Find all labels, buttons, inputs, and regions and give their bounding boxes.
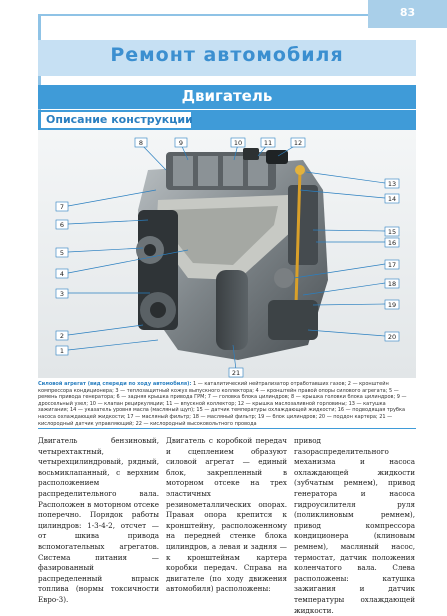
body-column-2: Двигатель с коробкой передач и сцеплением образуют силовой агрегат — единый блок, закрепленный в моторном отсеке на трех эластичных резинометаллических опорах. Правая опора крепится к кронштейну, расположенному на передней стенке блока цилиндров, а левая и задняя — к кронштейнам картера коробки передач. Справа на двигателе (по ходу движения автомобиля) расположены: xyxy=(166,436,287,594)
callout-2: 2 xyxy=(59,332,65,340)
callout-3: 3 xyxy=(59,290,65,298)
cylinder-block xyxy=(288,185,318,265)
callout-6: 6 xyxy=(59,221,65,229)
engine-photo xyxy=(38,130,416,378)
top-rule xyxy=(38,14,368,16)
caption-divider xyxy=(38,428,416,429)
callout-7: 7 xyxy=(59,203,65,211)
body-column-3: привод газораспределительного механизма и насоса охлаждающей жидкости (зубчатым ремнем), привод генератора и насоса гидроусилителя руля (поликлиновым ремнем), привод компрессора кондиционера (клиновым ремнем), масляный насос, термостат, датчик положения коленчатого вала. Слева расположены: катушка зажигания и датчик температуры охлаждающей жидкости. xyxy=(294,436,415,615)
oil-pan xyxy=(268,300,318,340)
callout-18: 18 xyxy=(387,280,397,288)
engine-drawing xyxy=(136,148,328,360)
section-title: Ремонт автомобиля xyxy=(110,44,344,66)
body-column-1: Двигатель бензиновый, четырехтактный, четырехцилиндровый, рядный, восьмиклапанный, с верхним расположением распределительного вала. Расположен в моторном отсеке поперечно. Порядок работы цилиндров: 1-3-4-2, отсчет — от шкива привода вспомогательных агрегатов. Система питания — фазированный распределенный впрыск топлива (нормы токсичности Евро-3). xyxy=(38,436,159,604)
subsection-title: Описание конструкции xyxy=(46,113,193,126)
callout-20: 20 xyxy=(387,333,397,341)
callout-4: 4 xyxy=(59,270,65,278)
callout-17: 17 xyxy=(387,261,397,269)
callout-11: 11 xyxy=(263,139,273,147)
chapter-title: Двигатель xyxy=(181,87,273,105)
callout-15: 15 xyxy=(387,228,397,236)
figure-caption xyxy=(38,381,416,427)
callout-14: 14 xyxy=(387,195,397,203)
callout-19: 19 xyxy=(387,301,397,309)
callout-16: 16 xyxy=(387,239,397,247)
catalytic-converter xyxy=(216,270,248,350)
oil-filter xyxy=(274,268,294,288)
callout-10: 10 xyxy=(233,139,243,147)
caption-lead: Силовой агрегат (вид спереди по ходу автомобиля): xyxy=(38,381,192,387)
callout-13: 13 xyxy=(387,180,397,188)
caption-text: 1 — каталитический нейтрализатор отработавших газов; 2 — кронштейн компрессора кондиционера; 3 — теплозащитный кожух выпускного коллектора; 4 — кронштейн правой опоры силового агрегата; 5 — ремень привода генератора; 6 — задняя крышка привода ГРМ; 7 — головка блока цилиндров; 8 — крышка головки блока цилиндров; 9 — дроссельный узел; 10 — клапан рециркуляции; 11 — впускной коллектор; 12 — крышка маслозаливной горловины; 13 — катушка зажигания; 14 — указатель уровня масла (масляный щуп); 15 — датчик температуры охлаждающей жидкости; 16 — подводящая трубка насоса охлаждающей жидкости; 17 — масляный фильтр; 18 — масляный фильтр; 19 — блок цилиндров; 20 — поддон картера; 21 — кислородный датчик управляющий; 22 — кислородный высоковольтного провода xyxy=(38,381,407,427)
callout-8: 8 xyxy=(138,139,144,147)
callout-21: 21 xyxy=(231,369,241,377)
page-number: 83 xyxy=(399,6,416,19)
callout-5: 5 xyxy=(59,249,65,257)
callout-1: 1 xyxy=(59,347,65,355)
callout-12: 12 xyxy=(293,139,303,147)
callout-9: 9 xyxy=(178,139,184,147)
